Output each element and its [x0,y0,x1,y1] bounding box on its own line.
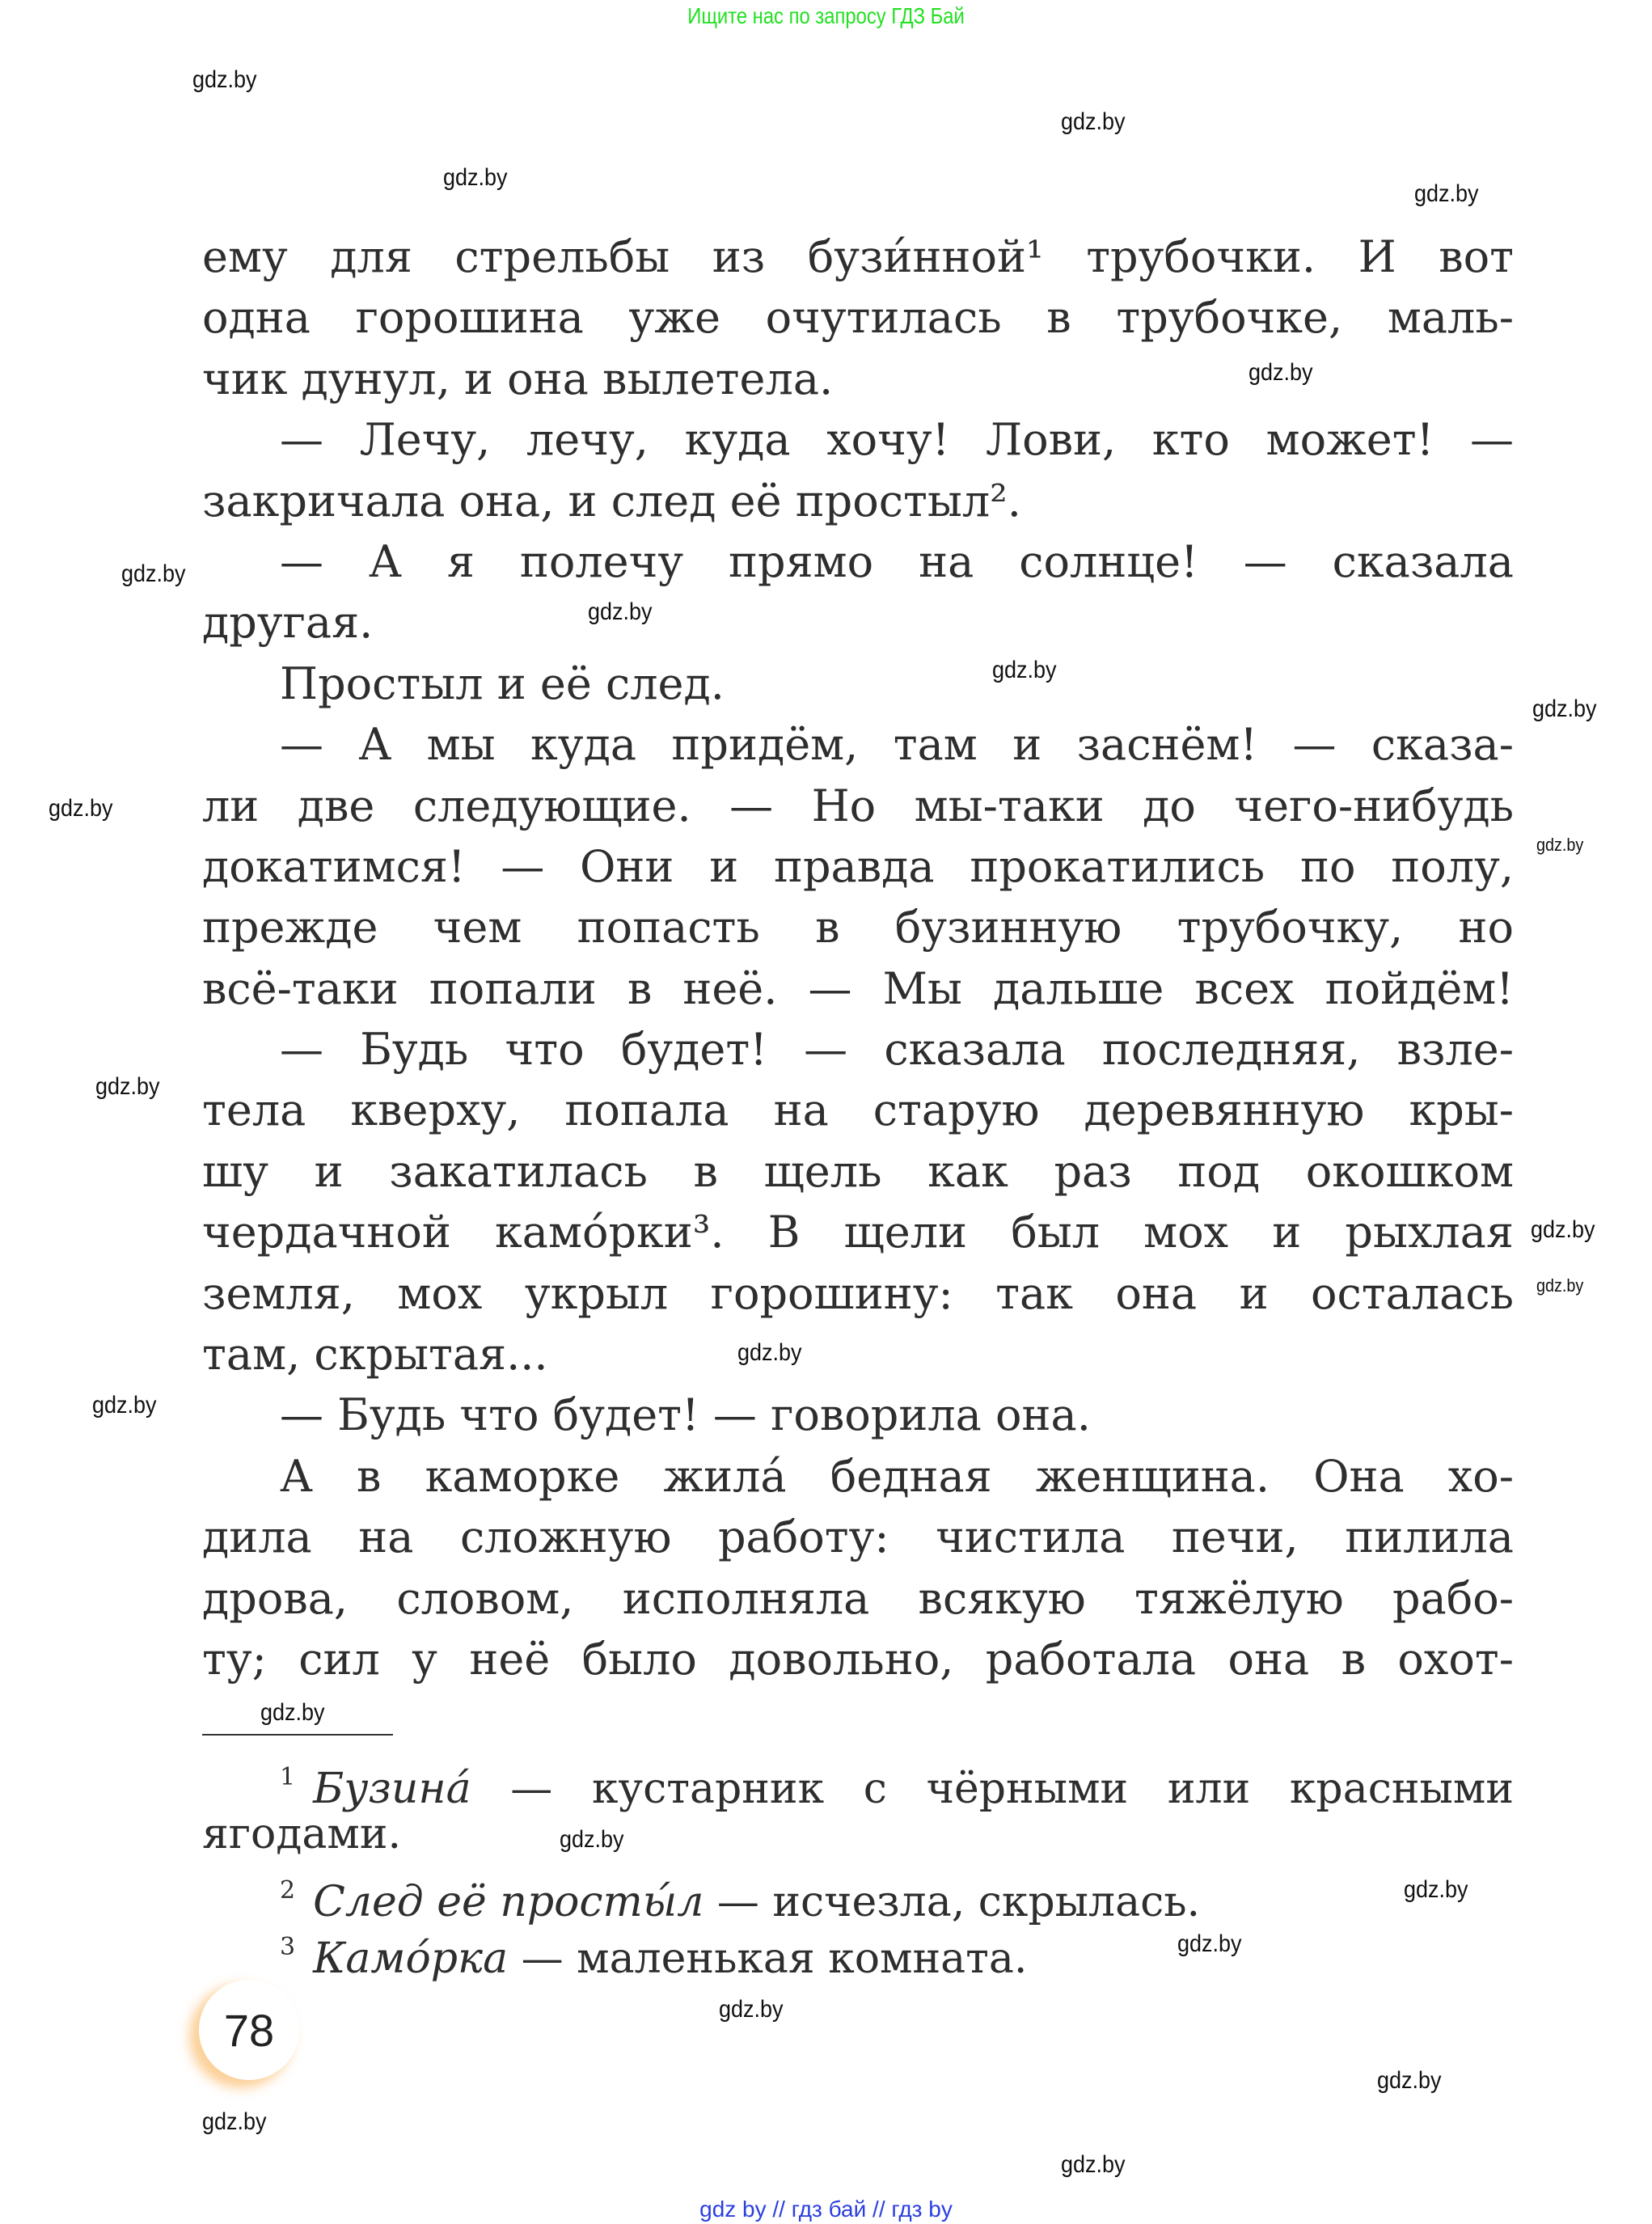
footnote-3 [202,1919,1514,1983]
text-line: — Лечу, лечу, куда хочу! Лови, кто может! — [280,414,1514,466]
watermark: gdz.by [1414,180,1479,207]
watermark: gdz.by [95,1073,160,1100]
text-line: шу и закатилась в щель как раз под окошком [202,1145,1514,1197]
text-line: одна горошина уже очутилась в трубочке, маль- [202,292,1514,344]
text-line: — Будь что будет! — говорила она. [280,1389,1091,1441]
page-number-badge [199,1980,299,2080]
promo-banner: Ищите нас по запросу ГДЗ Бай [687,3,965,28]
text-line: закричала она, и след её простыл². [202,475,1021,526]
text-line: земля, мох укрыл горошину: так она и осталась [202,1267,1514,1319]
watermark: gdz.by [1404,1876,1468,1903]
text-line: Простыл и её след. [280,657,725,709]
watermark: gdz.by [1377,2067,1442,2094]
text-line: дила на сложную работу: чистила печи, пилила [202,1512,1514,1563]
text-line: ту; сил у неё было довольно, работала она в охот- [202,1633,1514,1685]
text-line: всё-таки попали в неё. — Мы дальше всех пойдём! [202,962,1514,1014]
text-line: ли две следующие. — Но мы-таки до чего-нибудь [202,780,1514,831]
page-number: 78 [223,2005,275,2056]
text-line: чердачной камо́рки³. В щели был мох и рыхлая [202,1207,1514,1258]
footer-links[interactable]: gdz by // гдз бай // гдз by [699,2197,953,2222]
footnote-number: 3 [280,1933,296,1961]
text-line: прежде чем попасть в бузинную трубочку, но [202,902,1514,953]
text-line: — А мы куда придём, там и заснём! — сказа- [280,719,1514,771]
footnote-number: 2 [280,1876,296,1905]
footnote-term: Камо́рка [313,1934,509,1983]
footnote-term: Бузина́ [313,1765,471,1813]
watermark: gdz.by [737,1339,802,1366]
text-line: А в каморке жила́ бедная женщина. Она хо- [280,1450,1514,1502]
watermark: gdz.by [1061,2151,1126,2178]
text-line: дрова, словом, исполняла всякую тяжёлую рабо- [202,1572,1514,1624]
watermark: gdz.by [260,1699,325,1726]
watermark: gdz.by [49,795,113,822]
watermark: gdz.by [121,560,186,587]
text-line: тела кверху, попала на старую деревянную кры- [202,1085,1514,1136]
watermark: gdz.by [992,657,1057,683]
watermark: gdz.by [1531,1216,1595,1243]
watermark: gdz.by [202,2108,267,2135]
text-line: ему для стрельбы из бузи́нной¹ трубочки. И вот [202,231,1514,282]
footnote-term: След её просты́л [313,1878,704,1926]
watermark: gdz.by [1061,108,1126,135]
watermark: gdz.by [1536,835,1584,855]
footnote-1 [202,1749,1514,1813]
text-line: докатимся! — Они и правда прокатились по полу, [202,840,1514,892]
watermark: gdz.by [560,1826,624,1853]
watermark: gdz.by [443,164,508,191]
footnote-text: — кустарник с чёрными или красными [471,1765,1514,1813]
footnote-divider [202,1734,393,1736]
story-text [202,226,1514,1689]
watermark: gdz.by [192,66,257,93]
footnote-text: — маленькая комната. [508,1934,1028,1983]
footnote-number: 1 [280,1763,296,1791]
watermark: gdz.by [92,1392,157,1419]
footnote-2 [202,1862,1514,1926]
text-line: там, скрытая... [202,1329,548,1380]
text-line: — Будь что будет! — сказала последняя, взле- [280,1024,1514,1076]
footnote-continuation: ягодами. [202,1810,402,1858]
text-line: — А я полечу прямо на солнце! — сказала [280,535,1514,587]
text-line: другая. [202,597,374,649]
watermark: gdz.by [588,598,653,625]
footnote-text: — исчезла, скрылась. [703,1878,1201,1926]
footnotes [202,1749,1514,1983]
watermark: gdz.by [1532,696,1597,722]
watermark: gdz.by [1177,1930,1242,1957]
watermark: gdz.by [1249,359,1313,386]
watermark: gdz.by [719,1996,784,2023]
text-line: чик дунул, и она вылетела. [202,353,834,404]
watermark: gdz.by [1536,1275,1584,1296]
